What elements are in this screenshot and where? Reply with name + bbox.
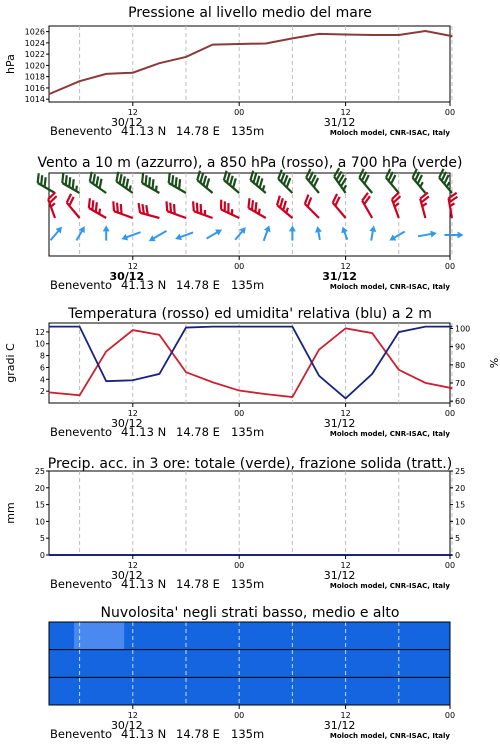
cloud-cell — [124, 650, 150, 678]
x-date-label: 31/12 — [322, 270, 357, 283]
wind-barb — [136, 203, 162, 218]
x-tick-label: 00 — [234, 561, 245, 570]
y-tick-label: 1024 — [24, 38, 45, 48]
x-tick-label: 00 — [234, 409, 245, 418]
y2-tick-label: 100 — [455, 324, 471, 334]
arrow-shaft — [51, 230, 60, 241]
chart-title: Vento a 10 m (azzurro), a 850 hPa (rosso), a 700 hPa (verde) — [37, 155, 463, 171]
cloud-cell — [400, 677, 426, 705]
wind-arrow — [147, 228, 168, 244]
arrow-head — [339, 225, 348, 233]
wind-arrow — [205, 227, 224, 242]
y-tick-label: 8 — [39, 351, 45, 361]
y-tick-label: 12 — [34, 327, 45, 337]
wind-barb — [304, 169, 326, 193]
cloud-cell — [149, 650, 175, 678]
temperature-point — [106, 351, 107, 352]
cloud-cell — [199, 650, 225, 678]
footer-location: Benevento — [50, 577, 113, 591]
wind-barb — [274, 196, 298, 218]
x-tick-label: 12 — [340, 108, 351, 117]
x-date-label: 31/12 — [323, 569, 356, 582]
arrow-head — [264, 224, 273, 232]
arrow-head — [458, 232, 464, 239]
temperature-point — [345, 328, 346, 329]
x-tick-label: 12 — [127, 409, 138, 418]
humidity-point — [292, 326, 293, 327]
y-tick-label: 0 — [39, 551, 45, 560]
y-tick-label: 25 — [34, 467, 45, 476]
arrow-head — [103, 225, 110, 231]
wind-barb — [302, 195, 325, 218]
y2-tick-label: 5 — [455, 534, 461, 544]
cloud-cell — [350, 677, 376, 705]
y2-tick-label: 0 — [455, 551, 461, 560]
y2-axis-label: % — [487, 357, 500, 369]
y-tick-label: 1018 — [24, 72, 45, 82]
wind-barb — [59, 173, 84, 193]
x-tick-label: 00 — [444, 711, 456, 720]
y-tick-label: 1022 — [24, 50, 45, 60]
footer-alt: 135m — [231, 425, 265, 439]
pressure-point — [265, 43, 266, 44]
plot-frame — [49, 323, 450, 403]
temperature-point — [132, 330, 133, 331]
wind-arrow — [289, 225, 296, 240]
x-tick-label: 00 — [234, 108, 245, 117]
cloud-cell — [99, 677, 125, 705]
y-tick-label: 1020 — [24, 61, 45, 71]
pressure-point — [398, 35, 399, 36]
footer-alt: 135m — [231, 278, 265, 292]
humidity-point — [106, 381, 107, 382]
y2-tick-label: 20 — [455, 483, 466, 493]
humidity-point — [425, 326, 426, 327]
humidity-point — [318, 375, 319, 376]
chart-title: Pressione al livello medio del mare — [128, 5, 372, 21]
y-tick-label: 10 — [34, 339, 45, 349]
wind-barb — [194, 171, 218, 193]
pressure-point — [345, 34, 346, 35]
footer-credit: Moloch model, CNR-ISAC, Italy — [329, 582, 450, 590]
humidity-point — [212, 326, 213, 327]
arrow-head — [388, 234, 397, 243]
x-tick-label: 00 — [234, 262, 245, 271]
temperature-point — [292, 397, 293, 398]
pressure-point — [212, 44, 213, 45]
wind-barb — [247, 171, 271, 193]
arrow-head — [369, 225, 377, 232]
wind-arrow — [232, 225, 248, 242]
y-tick-label: 10 — [34, 517, 45, 527]
cloud-cell — [375, 677, 401, 705]
cloud-cell — [375, 622, 401, 650]
x-tick-label: 12 — [127, 711, 138, 720]
pressure-point — [318, 33, 319, 34]
temperature-line — [49, 328, 452, 397]
arrow-head — [120, 234, 128, 243]
wind-arrow — [368, 225, 378, 241]
cloud-cell — [325, 622, 351, 650]
cloud-cell — [99, 622, 125, 650]
y-tick-label: 15 — [34, 500, 45, 510]
footer-location: Benevento — [50, 124, 113, 138]
cloud-cell — [49, 677, 75, 705]
cloud-cell — [174, 650, 200, 678]
x-date-label: 30/12 — [110, 719, 143, 732]
wind-arrow — [388, 229, 407, 244]
wind-barb — [391, 192, 408, 218]
cloud-cell — [400, 650, 426, 678]
cloud-cell — [350, 622, 376, 650]
y-tick-label: 1014 — [24, 95, 45, 105]
cloud-cell — [275, 677, 301, 705]
cloud-cell — [74, 622, 100, 650]
humidity-point — [185, 327, 186, 328]
humidity-point — [345, 398, 346, 399]
footer-lon: 14.78 E — [176, 425, 220, 439]
temperature-point — [398, 369, 399, 370]
wind-barb — [410, 169, 432, 193]
pressure-line — [49, 31, 452, 94]
x-date-label: 30/12 — [109, 270, 145, 283]
y2-tick-label: 15 — [455, 500, 466, 510]
wind-barb — [165, 173, 190, 193]
arrow-head — [314, 226, 322, 233]
cloud-cell — [300, 622, 326, 650]
wind-arrow — [73, 224, 87, 242]
cloud-cell — [350, 650, 376, 678]
footer-alt: 135m — [231, 727, 265, 741]
temperature-point — [239, 390, 240, 391]
plot-frame — [49, 173, 450, 256]
wind-arrow — [260, 224, 272, 242]
y-axis-label: hPa — [4, 54, 17, 74]
x-tick-label: 00 — [444, 561, 456, 570]
cloud-cell — [199, 622, 225, 650]
footer-credit: Moloch model, CNR-ISAC, Italy — [329, 430, 450, 438]
humidity-line — [49, 327, 452, 399]
barb-half — [261, 185, 266, 190]
temperature-point — [49, 392, 50, 393]
wind-barb — [330, 194, 352, 218]
pressure-point — [79, 81, 80, 82]
wind-barb — [419, 192, 434, 218]
y-tick-label: 6 — [39, 363, 45, 373]
cloud-cell — [74, 650, 100, 678]
barb-half — [419, 182, 424, 187]
x-date-label: 31/12 — [323, 719, 356, 732]
footer-location: Benevento — [50, 425, 113, 439]
wind-arrow — [103, 225, 110, 240]
footer-credit: Moloch model, CNR-ISAC, Italy — [329, 129, 450, 137]
x-tick-label: 12 — [127, 561, 138, 570]
wind-arrow — [48, 224, 65, 242]
arrow-head — [289, 225, 296, 231]
x-date-label: 30/12 — [110, 116, 143, 129]
cloud-cell — [300, 677, 326, 705]
humidity-point — [79, 326, 80, 327]
x-tick-label: 12 — [127, 262, 138, 271]
y-tick-label: 20 — [34, 483, 45, 493]
wind-arrow — [339, 225, 350, 240]
footer-credit: Moloch model, CNR-ISAC, Italy — [329, 732, 450, 740]
pressure-point — [292, 38, 293, 39]
wind-barb — [245, 198, 270, 218]
arrow-shaft — [418, 234, 433, 237]
footer-location: Benevento — [50, 278, 113, 292]
wind-barb — [64, 194, 86, 218]
cloud-cell — [425, 650, 451, 678]
y-tick-label: 2 — [39, 387, 45, 397]
cloud-cell — [250, 677, 276, 705]
pressure-point — [451, 36, 452, 37]
temperature-point — [318, 349, 319, 350]
wind-barb — [34, 173, 59, 193]
wind-barb — [437, 169, 459, 193]
temperature-point — [372, 333, 373, 334]
arrow-head — [215, 227, 224, 236]
chart-title: Nuvolosita' negli strati basso, medio e alto — [100, 605, 400, 621]
x-tick-label: 00 — [444, 262, 456, 271]
footer-lon: 14.78 E — [176, 278, 220, 292]
y2-tick-label: 90 — [455, 342, 466, 352]
wind-barb — [332, 168, 353, 193]
arrow-head — [147, 235, 156, 244]
wind-arrow — [417, 230, 437, 240]
temperature-point — [185, 372, 186, 373]
cloud-cell — [224, 650, 250, 678]
arrow-head — [174, 234, 182, 243]
y-tick-label: 1016 — [24, 83, 45, 93]
x-tick-label: 00 — [444, 108, 456, 117]
pressure-point — [159, 63, 160, 64]
pressure-point — [425, 31, 426, 32]
cloud-cell — [425, 677, 451, 705]
footer-credit: Moloch model, CNR-ISAC, Italy — [329, 283, 450, 291]
temperature-point — [159, 334, 160, 335]
pressure-point — [372, 35, 373, 36]
y2-tick-label: 70 — [455, 379, 466, 388]
chart-title: Temperatura (rosso) ed umidita' relativa (blu) a 2 m — [68, 306, 432, 322]
cloud-cell — [250, 622, 276, 650]
cloud-cell — [250, 650, 276, 678]
x-tick-label: 12 — [340, 409, 351, 418]
y2-tick-label: 80 — [455, 360, 466, 370]
footer-alt: 135m — [231, 577, 265, 591]
y-tick-label: 4 — [39, 375, 45, 385]
cloud-cell — [174, 677, 200, 705]
y2-tick-label: 10 — [455, 517, 466, 527]
temperature-point — [79, 395, 80, 396]
y2-tick-label: 60 — [455, 397, 466, 407]
pressure-point — [106, 73, 107, 74]
wind-barb — [87, 172, 112, 193]
cloud-cell — [375, 650, 401, 678]
y2-tick-label: 25 — [455, 467, 466, 476]
footer-lat: 41.13 N — [121, 278, 167, 292]
cloud-cell — [425, 622, 451, 650]
y-tick-label: 5 — [39, 534, 45, 544]
wind-barb — [360, 193, 380, 218]
pressure-point — [185, 56, 186, 57]
cloud-cell — [49, 622, 75, 650]
footer-lon: 14.78 E — [176, 124, 220, 138]
humidity-point — [159, 373, 160, 374]
x-date-label: 30/12 — [110, 417, 143, 430]
y-axis-label: mm — [4, 502, 17, 524]
humidity-point — [372, 373, 373, 374]
wind-barb — [383, 169, 405, 193]
footer-lat: 41.13 N — [121, 577, 167, 591]
cloud-cell — [224, 622, 250, 650]
cloud-cell — [124, 622, 150, 650]
chart-title: Precip. acc. in 3 ore: totale (verde), frazione solida (tratt.) — [47, 456, 453, 472]
temperature-point — [425, 382, 426, 383]
plot-frame — [49, 471, 450, 555]
x-tick-label: 00 — [444, 409, 456, 418]
cloud-cell — [325, 677, 351, 705]
x-tick-label: 12 — [340, 262, 351, 271]
footer-lat: 41.13 N — [121, 124, 167, 138]
wind-arrow — [444, 232, 463, 239]
wind-arrow — [314, 226, 323, 241]
pressure-point — [49, 94, 50, 95]
wind-arrow — [120, 229, 142, 243]
x-tick-label: 00 — [234, 711, 245, 720]
cloud-cell — [74, 677, 100, 705]
footer-lon: 14.78 E — [176, 727, 220, 741]
cloud-cell — [300, 650, 326, 678]
x-date-label: 31/12 — [323, 116, 356, 129]
y-tick-label: 1026 — [24, 27, 45, 37]
arrow-shaft — [207, 232, 219, 239]
footer-lat: 41.13 N — [121, 425, 167, 439]
humidity-point — [49, 326, 50, 327]
footer-alt: 135m — [231, 124, 265, 138]
pressure-point — [132, 72, 133, 73]
cloud-cell — [49, 650, 75, 678]
x-date-label: 30/12 — [110, 569, 143, 582]
x-tick-label: 12 — [340, 561, 351, 570]
wind-barb — [357, 169, 379, 193]
humidity-point — [451, 326, 452, 327]
pressure-point — [239, 44, 240, 45]
footer-lat: 41.13 N — [121, 727, 167, 741]
wind-barb — [110, 201, 136, 218]
barb-half — [285, 208, 290, 213]
cloud-cell — [224, 677, 250, 705]
footer-location: Benevento — [50, 727, 113, 741]
wind-barb — [85, 198, 110, 218]
wind-barb — [221, 171, 245, 193]
x-date-label: 31/12 — [323, 417, 356, 430]
humidity-point — [265, 326, 266, 327]
cloud-cell — [199, 677, 225, 705]
cloud-cell — [275, 622, 301, 650]
cloud-cell — [275, 650, 301, 678]
wind-arrow — [174, 229, 194, 242]
humidity-point — [132, 380, 133, 381]
wind-barb — [190, 201, 216, 218]
cloud-cell — [174, 622, 200, 650]
x-tick-label: 12 — [127, 108, 138, 117]
temperature-point — [451, 388, 452, 389]
humidity-point — [239, 326, 240, 327]
wind-barb — [113, 172, 138, 193]
arrow-shaft — [152, 231, 166, 239]
humidity-point — [398, 332, 399, 333]
cloud-cell — [149, 622, 175, 650]
cloud-cell — [124, 677, 150, 705]
cloud-cell — [149, 677, 175, 705]
arrow-head — [430, 230, 437, 238]
cloud-cell — [99, 650, 125, 678]
footer-lon: 14.78 E — [176, 577, 220, 591]
temperature-point — [212, 382, 213, 383]
temperature-point — [265, 394, 266, 395]
x-tick-label: 12 — [340, 711, 351, 720]
plot-frame — [49, 26, 450, 102]
y-axis-label: gradi C — [4, 343, 17, 383]
cloud-cell — [325, 650, 351, 678]
wind-barb — [163, 201, 189, 218]
wind-barb — [139, 173, 164, 193]
cloud-cell — [400, 622, 426, 650]
